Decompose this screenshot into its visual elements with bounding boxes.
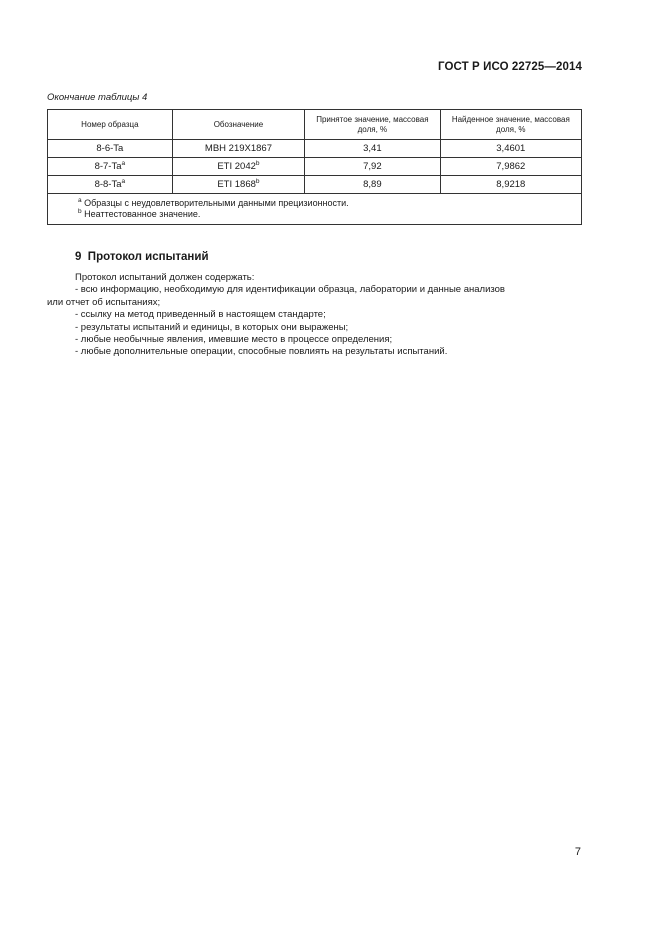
table-notes	[48, 194, 582, 225]
footnote-marker: b	[255, 178, 260, 185]
list-item: - всю информацию, необходимую для идентификации образца, лаборатории и данные анализов	[75, 284, 505, 296]
cell-sample-number: 8-6-Ta	[48, 140, 173, 158]
column-header-designation: Обозначение	[172, 110, 304, 140]
table-row	[48, 176, 582, 194]
section-body	[47, 272, 582, 359]
section-intro: Протокол испытаний должен содержать:	[75, 272, 255, 283]
cell-accepted-value: 7,92	[305, 158, 440, 176]
cell-designation: ETI 1868$^b$	[172, 176, 304, 194]
cell-sample-number: 8-8-Ta$^a$	[48, 176, 173, 194]
table-caption: Окончание таблицы 4	[47, 92, 148, 103]
section-title: Протокол испытаний	[87, 251, 209, 263]
cell-designation: МВН 219Х1867	[172, 140, 304, 158]
page-number: 7	[574, 846, 581, 858]
column-header-sample-number: Номер образца	[48, 110, 173, 140]
footnote-marker: a	[78, 197, 82, 204]
column-header-accepted-value: Принятое значение, массовая доля, %	[305, 110, 440, 140]
cell-found-value: 8,9218	[440, 176, 581, 194]
cell-found-value: 3,4601	[440, 140, 581, 158]
table-row	[48, 158, 582, 176]
table-row	[48, 140, 582, 158]
list-item-continuation: или отчет об испытаниях;	[47, 296, 161, 308]
section-number: 9	[75, 251, 82, 263]
footnote-marker: b	[255, 160, 260, 167]
footnote-marker: a	[121, 178, 126, 185]
standard-code-header: ГОСТ Р ИСО 22725—2014	[437, 61, 582, 73]
list-item: - любые необычные явления, имевшие место в процессе определения;	[75, 334, 393, 346]
results-table	[47, 109, 582, 225]
table-note: $^b$ Неаттестованное значение.	[78, 207, 201, 219]
section-heading	[75, 251, 209, 263]
list-item: - результаты испытаний и единицы, в которых они выражены;	[75, 321, 349, 333]
column-header-found-value: Найденное значение, массовая доля, %	[440, 110, 581, 140]
cell-sample-number: 8-7-Ta$^a$	[48, 158, 173, 176]
footnote-marker: b	[78, 207, 82, 215]
cell-accepted-value: 3,41	[305, 140, 440, 158]
list-item: - любые дополнительные операции, способные повлиять на результаты испытаний.	[75, 346, 448, 358]
cell-found-value: 7,9862	[440, 158, 581, 176]
table-header-row	[48, 110, 582, 140]
footnote-marker: a	[121, 160, 126, 167]
table-note: $^a$ Образцы с неудовлетворительными данными прецизионности.	[78, 197, 349, 208]
cell-designation: ETI 2042$^b$	[172, 158, 304, 176]
list-item: - ссылку на метод приведенный в настоящем стандарте;	[75, 309, 326, 321]
table-notes-row	[48, 194, 582, 225]
cell-accepted-value: 8,89	[305, 176, 440, 194]
